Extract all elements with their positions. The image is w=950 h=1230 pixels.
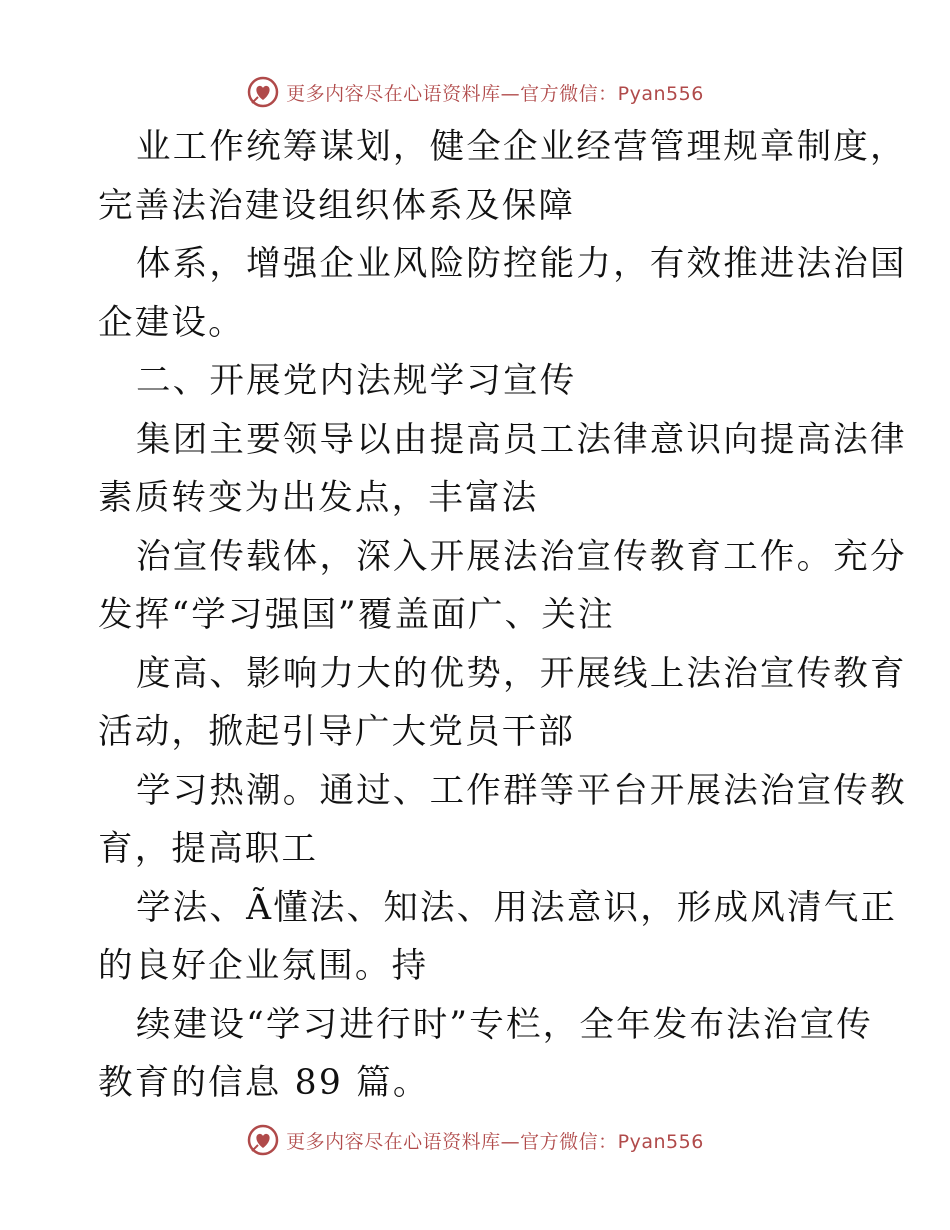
text-line: 集团主要领导以由提高员工法律意识向提高法律: [136, 419, 907, 460]
text-line: 的良好企业氛围。持: [98, 946, 429, 986]
text-line: 素质转变为出发点，丰富法: [98, 478, 539, 518]
text-line: 教育的信息 89 篇。: [98, 1063, 430, 1103]
footer-watermark: [0, 1120, 950, 1160]
text-line: 业工作统筹谋划，健全企业经营管理规章制度，: [136, 127, 907, 167]
text-line: 学法、Ã懂法、知法、用法意识，形成风清气正: [136, 887, 898, 928]
text-line: 度高、影响力大的优势，开展线上法治宣传教育: [136, 653, 907, 694]
text-line: 完善法治建设组织体系及保障: [98, 185, 576, 226]
section-heading: 二、开展党内法规学习宣传: [136, 361, 577, 401]
heart-logo-icon: [246, 1123, 280, 1157]
heart-logo-icon: [246, 75, 280, 109]
text-line: 治宣传载体，深入开展法治宣传教育工作。充分: [136, 536, 907, 577]
text-line: 学习热潮。通过、工作群等平台开展法治宣传教: [136, 770, 907, 811]
header-watermark: [0, 72, 950, 112]
watermark-text: 更多内容尽在心语资料库—官方微信：Pyan556: [286, 1130, 704, 1153]
text-line: 活动，掀起引导广大党员干部: [98, 712, 576, 752]
text-line: 体系，增强企业风险防控能力，有效推进法治国: [136, 244, 907, 284]
watermark-text: 更多内容尽在心语资料库—官方微信：Pyan556: [286, 82, 704, 105]
text-line: 企建设。: [98, 302, 245, 343]
document-body: [98, 118, 907, 1113]
text-line: 续建设“学习进行时”专栏，全年发布法治宣传: [136, 1004, 873, 1045]
text-line: 发挥“学习强国”覆盖面广、关注: [98, 595, 615, 635]
text-line: 育，提高职工: [98, 829, 319, 869]
